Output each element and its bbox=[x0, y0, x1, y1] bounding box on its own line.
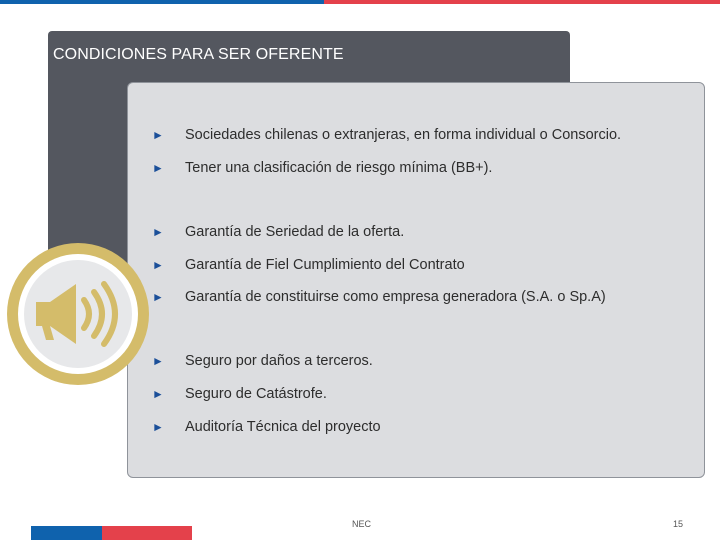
list-item bbox=[152, 255, 465, 275]
list-item-text: Seguro de Catástrofe. bbox=[185, 386, 327, 402]
top-accent-bar bbox=[0, 0, 720, 4]
list-item-text: Auditoría Técnica del proyecto bbox=[185, 419, 381, 435]
footer-accent-blue bbox=[31, 526, 102, 540]
top-accent-red bbox=[324, 0, 720, 4]
bullet-arrow-icon: ► bbox=[152, 290, 164, 304]
bullet-arrow-icon: ► bbox=[152, 225, 164, 239]
speaker-icon bbox=[6, 242, 150, 386]
list-item bbox=[152, 158, 492, 178]
list-item-text: Garantía de Fiel Cumplimiento del Contrato bbox=[185, 257, 465, 273]
footer-label: NEC bbox=[352, 519, 372, 529]
bullet-arrow-icon: ► bbox=[152, 387, 164, 401]
footer-accent-red bbox=[102, 526, 192, 540]
bullet-arrow-icon: ► bbox=[152, 354, 164, 368]
list-item bbox=[152, 125, 621, 145]
list-item bbox=[152, 417, 381, 437]
bullet-arrow-icon: ► bbox=[152, 128, 164, 142]
bullet-arrow-icon: ► bbox=[152, 161, 164, 175]
list-item bbox=[152, 287, 606, 307]
bullet-arrow-icon: ► bbox=[152, 420, 164, 434]
slide-title: CONDICIONES PARA SER OFERENTE bbox=[53, 46, 344, 63]
list-item bbox=[152, 222, 404, 242]
list-item-text: Sociedades chilenas o extranjeras, en forma individual o Consorcio. bbox=[185, 127, 622, 143]
bullet-arrow-icon: ► bbox=[152, 258, 164, 272]
list-item-text: Tener una clasificación de riesgo mínima (BB+). bbox=[185, 160, 493, 176]
footer-accent-bar bbox=[31, 526, 192, 540]
list-item bbox=[152, 384, 327, 404]
list-item-text: Garantía de Seriedad de la oferta. bbox=[185, 224, 405, 240]
top-accent-blue bbox=[0, 0, 324, 4]
list-item bbox=[152, 351, 373, 371]
page-number: 15 bbox=[673, 519, 684, 529]
list-item-text: Garantía de constituirse como empresa generadora (S.A. o Sp.A) bbox=[185, 289, 606, 305]
list-item-text: Seguro por daños a terceros. bbox=[185, 353, 373, 369]
